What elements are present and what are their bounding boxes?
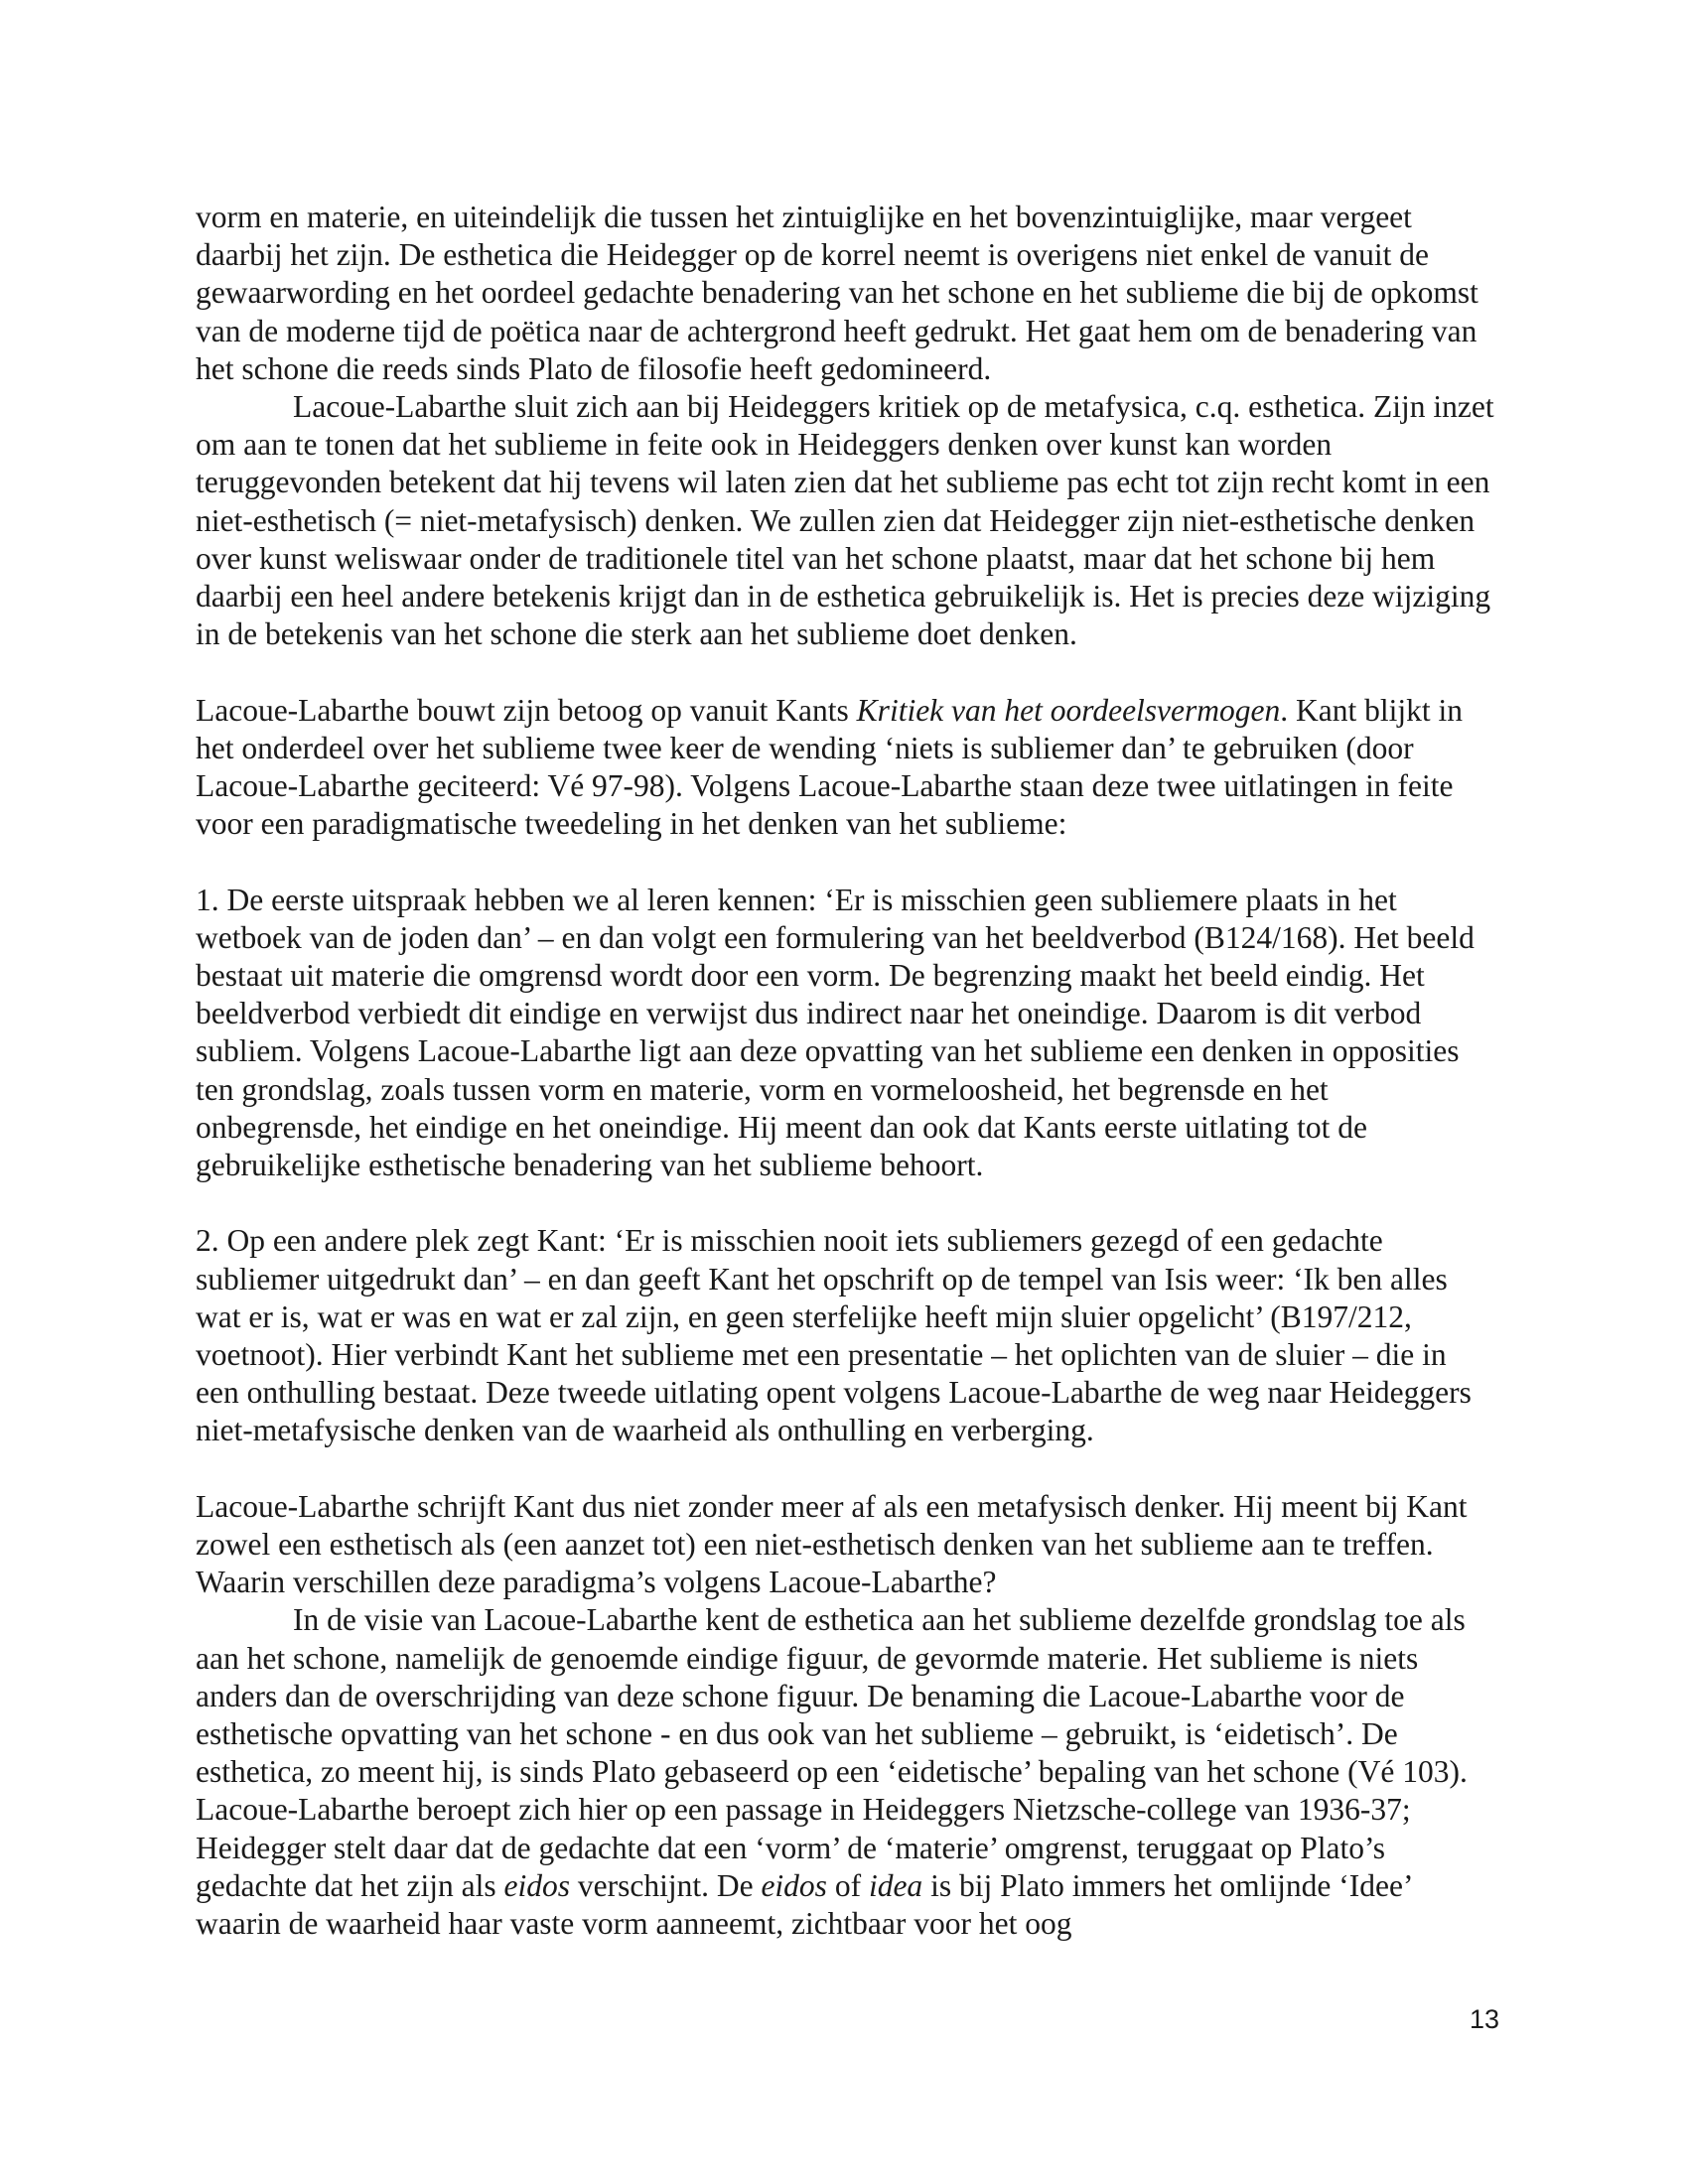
paragraph-5 bbox=[196, 1222, 1494, 1449]
paragraph-7 bbox=[196, 1601, 1494, 1943]
paragraph-2 bbox=[196, 388, 1494, 653]
paragraph-7-text-mid-2: of bbox=[826, 1867, 869, 1903]
paragraph-4 bbox=[196, 882, 1494, 1185]
paragraph-3-text-after: . Kant blijkt in het onderdeel over het sublieme twee keer de wending ‘niets is subliemer dan’ te gebruiken (door Lacoue-Labarthe geciteerd: Vé 97-98). Volgens Lacoue-Labarthe staan deze twee uitlatingen in feite voor een paradigmatische tweedeling in het denken van het sublieme: bbox=[196, 692, 1464, 842]
paragraph-6-text: Lacoue-Labarthe schrijft Kant dus niet zonder meer af als een metafysisch denker. Hij meent bij Kant zowel een esthetisch als (een aanzet tot) een niet-esthetisch denken van het sublieme aan te treffen. Waarin verschillen deze paradigma’s volgens Lacoue-Labarthe? bbox=[196, 1488, 1468, 1600]
paragraph-6 bbox=[196, 1488, 1494, 1602]
page-number: 13 bbox=[1469, 2004, 1499, 2034]
paragraph-7-text-mid-1: verschijnt. De bbox=[570, 1867, 762, 1903]
paragraph-7-italic-idea: idea bbox=[868, 1867, 923, 1903]
paragraph-7-text-after: is bij Plato immers het omlijnde ‘Idee’ waarin de waarheid haar vaste vorm aanneemt, zichtbaar voor het oog bbox=[196, 1867, 1412, 1942]
paragraph-7-text-before: In de visie van Lacoue-Labarthe kent de esthetica aan het sublieme dezelfde grondslag toe als aan het schone, namelijk de genoemde eindige figuur, de gevormde materie. Het sublieme is niets anders dan de overschrijding van deze schone figuur. De benaming die Lacoue-Labarthe voor de esthetische opvatting van het schone - en dus ook van het sublieme – gebruikt, is ‘eidetisch’. De esthetica, zo meent hij, is sinds Plato gebaseerd op een ‘eidetische’ bepaling van het schone (Vé 103). Lacoue-Labarthe beroept zich hier op een passage in Heideggers Nietzsche-college van 1936-37; Heidegger stelt daar dat de gedachte dat een ‘vorm’ de ‘materie’ omgrenst, teruggaat op Plato’s gedachte dat het zijn als bbox=[196, 1602, 1468, 1903]
paragraph-1 bbox=[196, 199, 1494, 388]
paragraph-3-book-title: Kritiek van het oordeelsvermogen bbox=[856, 692, 1281, 728]
paragraph-4-text: 1. De eerste uitspraak hebben we al leren kennen: ‘Er is misschien geen subliemere plaats in het wetboek van de joden dan’ – en dan volgt een formulering van het beeldverbod (B124/168). Het beeld bestaat uit materie die omgrensd wordt door een vorm. De begrenzing maakt het beeld eindig. Het beeldverbod verbiedt dit eindige en verwijst dus indirect naar het oneindige. Daarom is dit verbod subliem. Volgens Lacoue-Labarthe ligt aan deze opvatting van het sublieme een denken in opposities ten grondslag, zoals tussen vorm en materie, vorm en vormeloosheid, het begrensde en het onbegrensde, het eindige en het oneindige. Hij meent dan ook dat Kants eerste uitlating tot de gebruikelijke esthetische benadering van het sublieme behoort. bbox=[196, 882, 1475, 1183]
paragraph-3 bbox=[196, 692, 1494, 844]
paragraph-1-text: vorm en materie, en uiteindelijk die tussen het zintuiglijke en het bovenzintuiglijke, maar vergeet daarbij het zijn. De esthetica die Heidegger op de korrel neemt is overigens niet enkel de vanuit de gewaarwording en het oordeel gedachte benadering van het schone en het sublieme die bij de opkomst van de moderne tijd de poëtica naar de achtergrond heeft gedrukt. Het gaat hem om de benadering van het schone die reeds sinds Plato de filosofie heeft gedomineerd. bbox=[196, 200, 1478, 386]
paragraph-7-italic-eidos-2: eidos bbox=[761, 1867, 827, 1903]
paragraph-2-text: Lacoue-Labarthe sluit zich aan bij Heideggers kritiek op de metafysica, c.q. esthetica. Zijn inzet om aan te tonen dat het sublieme in feite ook in Heideggers denken over kunst kan worden teruggevonden betekent dat hij tevens wil laten zien dat het sublieme pas echt tot zijn recht komt in een niet-esthetisch (= niet-metafysisch) denken. We zullen zien dat Heidegger zijn niet-esthetische denken over kunst weliswaar onder de traditionele titel van het schone plaatst, maar dat het schone bij hem daarbij een heel andere betekenis krijgt dan in de esthetica gebruikelijk is. Het is precies deze wijziging in de betekenis van het schone die sterk aan het sublieme doet denken. bbox=[196, 389, 1494, 652]
body-text bbox=[196, 199, 1494, 1943]
paragraph-7-italic-eidos-1: eidos bbox=[503, 1867, 570, 1903]
paragraph-5-text: 2. Op een andere plek zegt Kant: ‘Er is misschien nooit iets subliemers gezegd of een gedachte subliemer uitgedrukt dan’ – en dan geeft Kant het opschrift op de tempel van Isis weer: ‘Ik ben alles wat er is, wat er was en wat er zal zijn, en geen sterfelijke heeft mijn sluier opgelicht’ (B197/212, voetnoot). Hier verbindt Kant het sublieme met een presentatie – het oplichten van de sluier – die in een onthulling bestaat. Deze tweede uitlating opent volgens Lacoue-Labarthe de weg naar Heideggers niet-metafysische denken van de waarheid als onthulling en verberging. bbox=[196, 1223, 1472, 1448]
paragraph-3-text-before: Lacoue-Labarthe bouwt zijn betoog op vanuit Kants bbox=[196, 692, 857, 728]
